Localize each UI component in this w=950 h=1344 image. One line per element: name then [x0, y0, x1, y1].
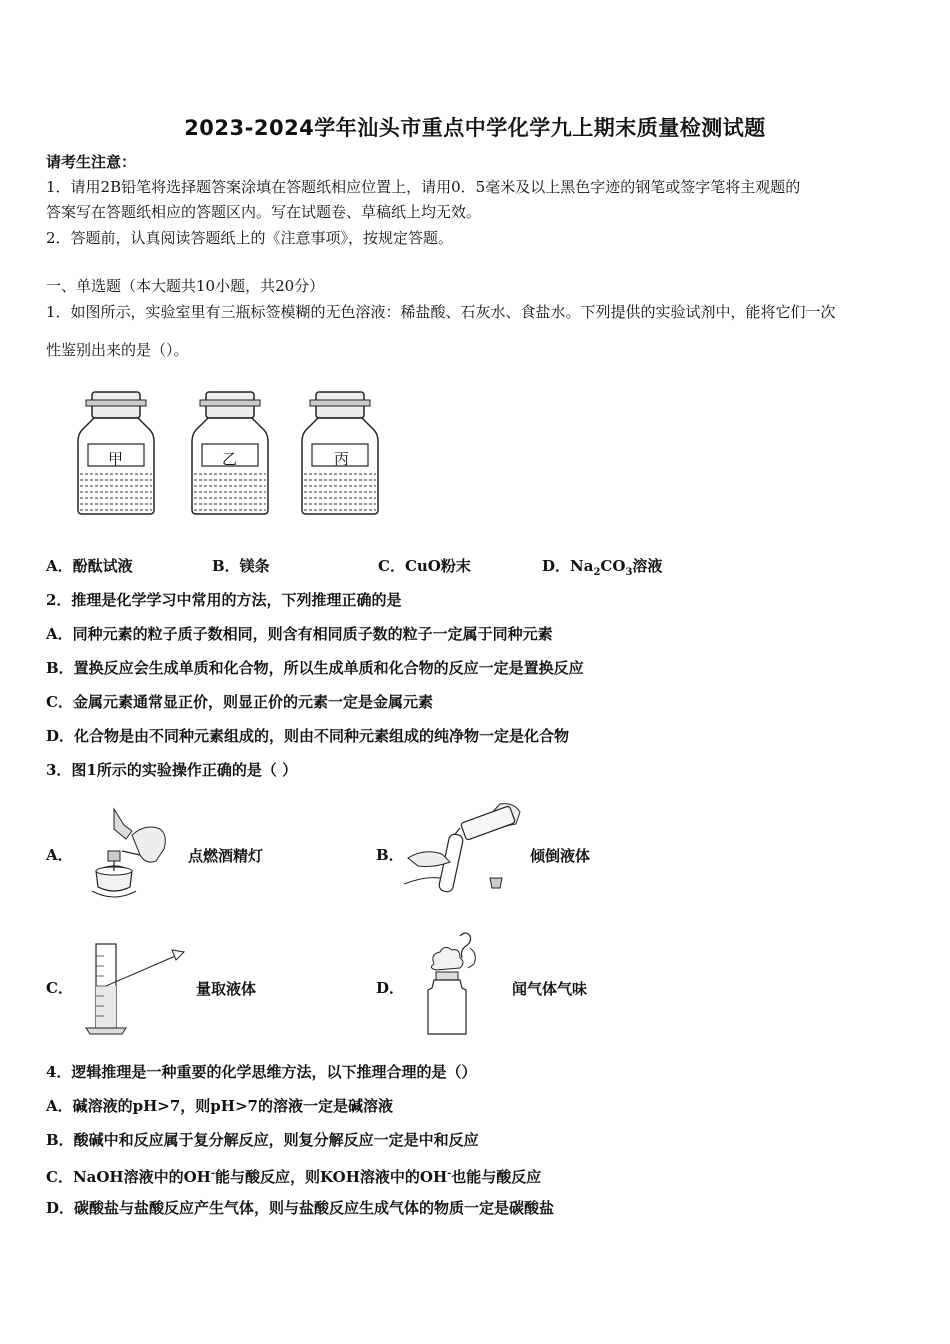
- q1-option-a: A．酚酞试液: [46, 557, 133, 575]
- q4-option-d: D．碳酸盐与盐酸反应产生气体，则与盐酸反应生成气体的物质一定是碳酸盐: [46, 1199, 555, 1217]
- q3-option-d-letter: D．: [376, 979, 405, 997]
- smelling-gas-figure: [420, 928, 490, 1040]
- q3-option-d-caption: 闻气体气味: [512, 980, 588, 998]
- q1-option-d-sub2: 3: [625, 567, 633, 578]
- notice-item1-line2: 答案写在答题纸相应的答题区内。写在试题卷、草稿纸上均无效。: [46, 203, 482, 221]
- measuring-cylinder-figure: [84, 940, 194, 1036]
- q1-stem-line2: 性鉴别出来的是（）。: [46, 341, 189, 359]
- q2-option-c: C．金属元素通常显正价，则显正价的元素一定是金属元素: [46, 693, 433, 711]
- bottle-label-yi: 乙: [222, 450, 238, 468]
- q3-stem: 3．图1所示的实验操作正确的是（ ）: [46, 761, 298, 779]
- q4-option-b: B．酸碱中和反应属于复分解反应，则复分解反应一定是中和反应: [46, 1131, 479, 1149]
- section1-heading: 一、单选题（本大题共10小题，共20分）: [46, 277, 325, 295]
- notice-item1-line1: 1．请用2B铅笔将选择题答案涂填在答题纸相应位置上，请用0．5毫米及以上黑色字迹的钢笔或签字笔将主观题的: [46, 178, 801, 196]
- q3-option-a-letter: A．: [46, 846, 73, 864]
- q1-stem-line1: 1．如图所示，实验室里有三瓶标签模糊的无色溶液：稀盐酸、石灰水、食盐水。下列提供的实验试剂中，能将它们一次: [46, 303, 836, 321]
- pouring-liquid-figure: [404, 798, 524, 903]
- q3-option-c-letter: C．: [46, 979, 73, 997]
- q3-option-c-caption: 量取液体: [196, 980, 257, 998]
- q1-option-c: C．CuO粉末: [378, 557, 471, 575]
- alcohol-lamp-figure: [86, 805, 176, 905]
- q1-option-d-prefix: D．Na: [542, 557, 594, 575]
- page-title: 2023-2024学年汕头市重点中学化学九上期末质量检测试题: [184, 116, 766, 140]
- q2-stem: 2．推理是化学学习中常用的方法，下列推理正确的是: [46, 591, 402, 609]
- q1-option-d-sub1: 2: [593, 567, 601, 578]
- q1-option-d: [542, 556, 662, 583]
- q4-option-c-part2: 能与酸反应，则KOH溶液中的OH: [215, 1168, 448, 1186]
- q2-option-b: B．置换反应会生成单质和化合物，所以生成单质和化合物的反应一定是置换反应: [46, 659, 584, 677]
- q1-option-d-suffix: 溶液: [632, 557, 663, 575]
- q4-option-c-part3: 也能与酸反应: [451, 1168, 542, 1186]
- q4-option-c-sup2: -: [447, 1168, 452, 1179]
- q4-option-c: [46, 1164, 541, 1187]
- q2-option-a: A．同种元素的粒子质子数相同，则含有相同质子数的粒子一定属于同种元素: [46, 625, 553, 643]
- bottle-label-bing: 丙: [334, 450, 350, 468]
- notice-item2: 2．答题前，认真阅读答题纸上的《注意事项》，按规定答题。: [46, 229, 454, 247]
- q4-option-c-part1: C．NaOH溶液中的OH: [46, 1168, 211, 1186]
- bottle-label-jia: 甲: [108, 450, 124, 468]
- q1-option-b: B．镁条: [212, 557, 270, 575]
- q4-option-c-sup1: -: [210, 1168, 216, 1179]
- q4-stem: 4．逻辑推理是一种重要的化学思维方法，以下推理合理的是（）: [46, 1063, 477, 1081]
- q3-option-a-caption: 点燃酒精灯: [188, 847, 264, 865]
- q3-option-b-letter: B．: [376, 846, 404, 864]
- q2-option-d: D．化合物是由不同种元素组成的，则由不同种元素组成的纯净物一定是化合物: [46, 727, 570, 745]
- q4-option-a: A．碱溶液的pH>7，则pH>7的溶液一定是碱溶液: [46, 1097, 393, 1115]
- notice-heading: 请考生注意：: [46, 153, 137, 171]
- q3-option-b-caption: 倾倒液体: [530, 847, 591, 865]
- q1-option-d-mid: CO: [600, 557, 626, 575]
